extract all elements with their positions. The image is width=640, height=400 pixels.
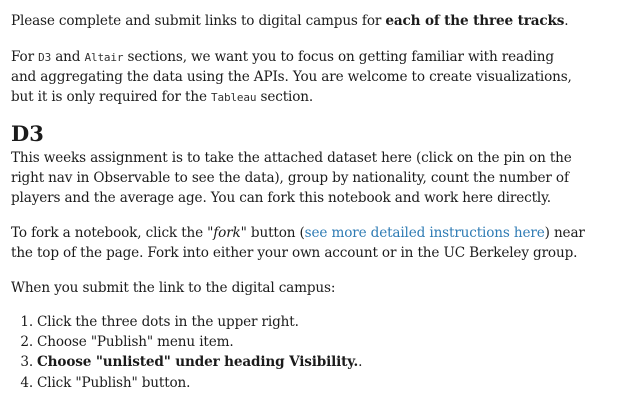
para2-line3	[11, 87, 313, 108]
list-end: .	[358, 354, 363, 371]
intro-text: Please complete and submit links to digital campus for	[11, 13, 386, 29]
code-d3: D3	[38, 51, 52, 64]
list-text: Click the three dots in the upper right.	[37, 314, 299, 330]
code-tableau: Tableau	[211, 91, 257, 104]
para2-line1	[11, 47, 554, 68]
intro-paragraph	[11, 11, 568, 31]
para4-line2: the top of the page. Fork into either your own account or in the UC Berkeley group.	[11, 245, 578, 261]
list-number: 4.	[20, 374, 33, 391]
instructions-link[interactable]: see more detailed instructions here	[304, 225, 545, 241]
para2-line2: and aggregating the data using the APIs. You are welcome to create visualizations,	[11, 69, 572, 85]
heading-d3: D3	[11, 121, 44, 146]
list-item	[11, 312, 362, 332]
fork-italic: fork	[213, 225, 241, 241]
para5: When you submit the link to the digital campus:	[11, 280, 336, 296]
para4-text: ) near	[544, 225, 585, 241]
para3-line2: right nav in Observable to see the data), group by nationality, count the number of	[11, 170, 569, 186]
para2-text: but it is only required for the	[11, 89, 212, 105]
list-number: 1.	[20, 314, 33, 330]
list-number: 2.	[20, 334, 33, 351]
para3-line1: This weeks assignment is to take the attached dataset here (click on the pin on the	[11, 150, 572, 166]
list-text: Choose "Publish" menu item.	[37, 334, 234, 351]
para2-text: sections, we want you to focus on getting familiar with reading	[123, 49, 554, 65]
intro-end: .	[564, 13, 569, 29]
para3-line3: players and the average age. You can fork this notebook and work here directly.	[11, 190, 551, 206]
para4-line1	[11, 223, 585, 243]
intro-bold: each of the three tracks	[385, 13, 565, 29]
list-item	[11, 352, 362, 372]
para4-text: " button (	[240, 225, 305, 241]
list-number: 3.	[20, 354, 33, 371]
list-item	[11, 373, 362, 393]
para4-text: To fork a notebook, click the "	[11, 225, 214, 241]
steps-list	[11, 312, 362, 393]
list-item	[11, 332, 362, 352]
list-text-bold: Choose "unlisted" under heading Visibility.	[37, 354, 359, 371]
para2-text: section.	[256, 89, 314, 105]
para2-text: For	[11, 49, 39, 65]
code-altair: Altair	[84, 51, 124, 64]
para2-text: and	[51, 49, 85, 65]
list-text: Click "Publish" button.	[37, 374, 191, 391]
